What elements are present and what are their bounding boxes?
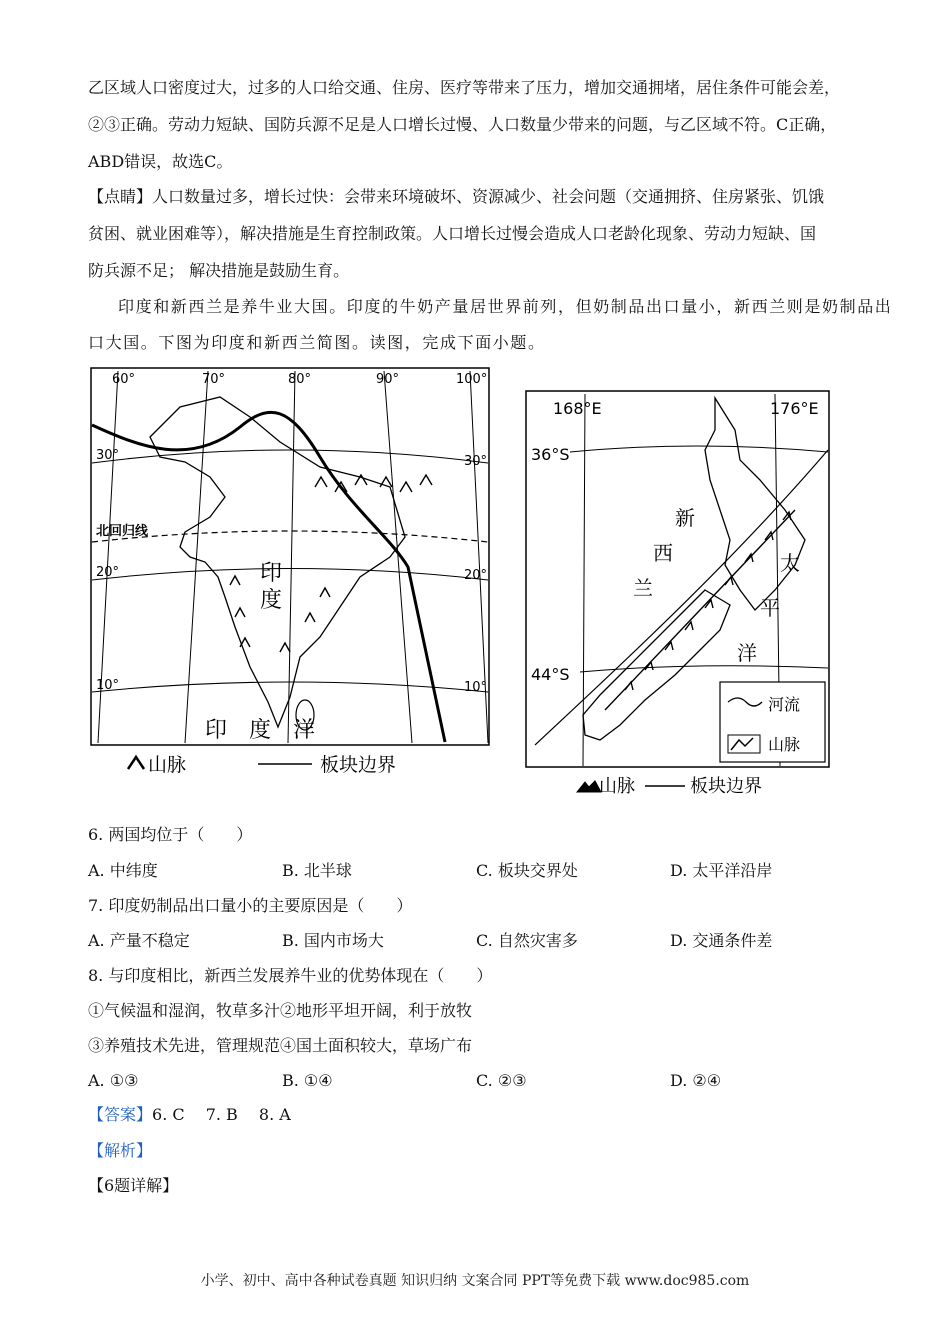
dianjing-line-1 [88,187,824,207]
lat-label-20-right: 20° [464,568,488,583]
nz-bottom-mountain-icon [577,781,601,792]
analysis-line-1: 乙区域人口密度过大，过多的人口给交通、住房、医疗等带来了压力，增加交通拥堵，居住条件可能会差， [88,78,841,97]
lon-label-90: 90° [376,372,400,387]
q8-option-a[interactable]: A. ①③ [88,1071,139,1090]
q6-stem: 6. 两国均位于（ ） [88,825,253,844]
lat-label-20-left: 20° [96,565,120,580]
legend-mountain-icon [128,757,144,769]
intro-line-1: 印度和新西兰是养牛业大国。印度的牛奶产量居世界前列，但奶制品出口量小，新西兰则是奶制品出 [118,297,893,316]
answer-text: 6. C 7. B 8. A [152,1105,291,1124]
nz-bottom-boundary-label: 板块边界 [690,776,762,797]
dianjing-line-3: 防兵源不足； 解决措施是鼓励生育。 [88,261,350,280]
intro-line-2: 口大国。下图为印度和新西兰简图。读图，完成下面小题。 [88,333,546,352]
q7-option-d[interactable]: D. 交通条件差 [670,931,773,950]
lat-label-44s: 44°S [531,665,570,684]
nz-map-svg [525,390,835,802]
page-footer: 小学、初中、高中各种试卷真题 知识归纳 文案合同 PPT等免费下载 www.doc985.com [200,1273,750,1289]
q8-sub-1: ①气候温和湿润，牧草多汁②地形平坦开阔，利于放牧 [88,1001,473,1020]
jiexi-label: 【解析】 [88,1141,153,1160]
lon-label-100: 100° [456,372,488,387]
q6-option-a[interactable]: A. 中纬度 [88,861,158,880]
lon-label-60: 60° [112,372,136,387]
lat-label-30-right: 30° [464,454,488,469]
lat-label-10-left: 10° [96,678,120,693]
dianjing-text-1: 人口数量过多，增长过快：会带来环境破坏、资源减少、社会问题（交通拥挤、住房紧张、饥饿 [152,187,825,206]
dianjing-label: 【点睛】 [88,187,153,206]
q6-option-d[interactable]: D. 太平洋沿岸 [670,861,773,880]
answer-label: 【答案】 [88,1105,153,1124]
legend-boundary-label: 板块边界 [320,754,397,776]
q7-stem: 7. 印度奶制品出口量小的主要原因是（ ） [88,896,413,915]
q7-option-c[interactable]: C. 自然灾害多 [476,931,578,950]
nz-legend-mountain-label: 山脉 [768,735,801,754]
nz-label-3: 兰 [633,576,653,600]
q8-option-d[interactable]: D. ②④ [670,1071,722,1090]
q8-option-c[interactable]: C. ②③ [476,1071,527,1090]
lon-label-70: 70° [202,372,226,387]
q8-option-b[interactable]: B. ①④ [282,1071,333,1090]
ocean-label-3: 洋 [737,641,757,665]
q7-option-a[interactable]: A. 产量不稳定 [88,931,190,950]
q6-option-b[interactable]: B. 北半球 [282,861,352,880]
lon-label-176e: 176°E [770,399,819,418]
analysis-line-2: ②③正确。劳动力短缺、国防兵源不足是人口增长过慢、人口数量少带来的问题，与乙区域不符。C正确， [88,115,837,134]
ocean-label-1: 太 [780,551,800,575]
q8-sub-2: ③养殖技术先进，管理规范④国土面积较大，草场广布 [88,1036,473,1055]
q6-option-c[interactable]: C. 板块交界处 [476,861,578,880]
nz-label-1: 新 [675,506,695,530]
lat-label-10-right: 10° [464,680,488,695]
ocean-label-2: 平 [760,596,780,620]
answer-line [88,1105,291,1125]
lon-label-168e: 168°E [553,399,602,418]
lat-label-36s: 36°S [531,445,570,464]
q7-option-b[interactable]: B. 国内市场大 [282,931,384,950]
ocean-label: 印 度 洋 [205,718,316,743]
legend-mountain-label: 山脉 [148,754,187,776]
india-map [90,367,495,786]
india-label-1: 印 [260,561,283,586]
q8-stem: 8. 与印度相比，新西兰发展养牛业的优势体现在（ ） [88,966,493,985]
nz-bottom-mountain-label: 山脉 [599,776,635,797]
tropic-label: 北回归线 [96,524,149,539]
india-map-frame [91,368,489,745]
india-label-2: 度 [260,588,283,613]
detail6-label: 【6题详解】 [88,1176,179,1195]
india-map-svg [90,367,495,782]
lat-label-30-left: 30° [96,448,120,463]
legend-river-label: 河流 [768,695,801,714]
nz-map [525,390,835,806]
analysis-line-3: ABD错误，故选C。 [88,152,233,171]
dianjing-line-2: 贫困、就业困难等），解决措施是生育控制政策。人口增长过慢会造成人口老龄化现象、劳动力短缺、国 [88,224,817,243]
lon-label-80: 80° [288,372,312,387]
nz-label-2: 西 [653,541,673,565]
